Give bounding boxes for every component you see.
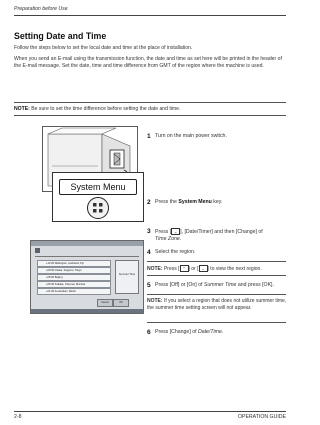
header-rule bbox=[14, 15, 286, 16]
screen-help-icon bbox=[35, 248, 40, 253]
note-summer-rule-top bbox=[147, 294, 286, 295]
footer-rule bbox=[14, 411, 286, 412]
intro-paragraph-1: Follow the steps below to set the local date and time at the place of installation. bbox=[14, 45, 193, 51]
region-row[interactable]: +08:00 Beijing bbox=[37, 274, 111, 281]
step-5 bbox=[147, 282, 287, 289]
guide-title: OPERATION GUIDE bbox=[237, 414, 286, 420]
note-summer-rule-bottom bbox=[147, 322, 286, 323]
region-row[interactable]: +01:00 Amsterdam, Berlin bbox=[37, 288, 111, 295]
step-6 bbox=[147, 329, 287, 336]
screen-divider bbox=[35, 256, 139, 257]
screen-status-bar bbox=[31, 309, 143, 313]
system-menu-illustration bbox=[52, 172, 144, 222]
screen-title-bar bbox=[31, 241, 143, 246]
chevron-down-icon: ⌄ bbox=[199, 265, 208, 272]
note-text: Be sure to set the time difference before setting the date and time. bbox=[29, 106, 181, 112]
section-title: Setting Date and Time bbox=[14, 31, 107, 41]
note-region-rule-bottom bbox=[147, 275, 286, 276]
chevron-down-icon: ⌄ bbox=[171, 228, 180, 235]
region-row[interactable]: +12:00 Wellington, Auckland, Fiji bbox=[37, 260, 111, 267]
step-number: 3 bbox=[147, 228, 151, 235]
step-text: Press [Off] or [On] of Summer Time and press [OK]. bbox=[155, 282, 274, 288]
ok-button[interactable]: OK bbox=[113, 299, 129, 307]
note-summer-time: NOTE: If you select a region that does not utilize summer time, the summer time setting screen will not appear. bbox=[147, 298, 287, 311]
step-3 bbox=[147, 228, 287, 243]
step-text: Turn on the main power switch. bbox=[155, 133, 227, 139]
step-number: 4 bbox=[147, 249, 151, 256]
system-menu-button[interactable] bbox=[87, 197, 109, 219]
step-text: Press [ ⌄ ], [Date/Timer] and then [Change] of Time Zone. bbox=[155, 228, 263, 242]
step-1 bbox=[147, 133, 287, 140]
step-text: Press [Change] of Date/Time. bbox=[155, 329, 224, 335]
page-number: 2-8 bbox=[14, 414, 22, 420]
note-rule-bottom bbox=[14, 115, 286, 116]
step-2 bbox=[147, 199, 287, 206]
summer-time-panel: Summer Time bbox=[115, 260, 139, 294]
system-menu-key[interactable]: System Menu bbox=[59, 179, 137, 195]
step-number: 1 bbox=[147, 133, 151, 140]
running-header: Preparation before Use bbox=[14, 6, 68, 12]
note-next-region: NOTE: Press [ ⌃ ] or [ ⌄ ] to view the next region. bbox=[147, 265, 262, 272]
step-number: 5 bbox=[147, 282, 151, 289]
menu-grid-icon bbox=[88, 198, 108, 218]
touch-panel-screen bbox=[30, 240, 144, 314]
step-4 bbox=[147, 249, 287, 256]
chevron-up-icon: ⌃ bbox=[180, 265, 189, 272]
note-rule-top bbox=[14, 102, 286, 103]
step-text: Press the System Menu key. bbox=[155, 199, 223, 205]
step-number: 2 bbox=[147, 199, 151, 206]
region-row[interactable]: +05:30 Kolkata, Chennai, Mumbai bbox=[37, 281, 111, 288]
cancel-button[interactable]: Cancel bbox=[97, 299, 113, 307]
step-text: Select the region. bbox=[155, 249, 196, 255]
step-number: 6 bbox=[147, 329, 151, 336]
intro-paragraph-2: When you send an E-mail using the transmission function, the date and time as set here will be printed in the header of the E-mail message. Set the date, time and time difference from GMT of the region where the machine is used. bbox=[14, 56, 282, 69]
region-row[interactable]: +09:00 Osaka, Sapporo, Tokyo bbox=[37, 267, 111, 274]
note-time-difference bbox=[14, 106, 286, 112]
note-region-rule-top bbox=[147, 261, 286, 262]
note-label: NOTE: bbox=[14, 106, 30, 112]
